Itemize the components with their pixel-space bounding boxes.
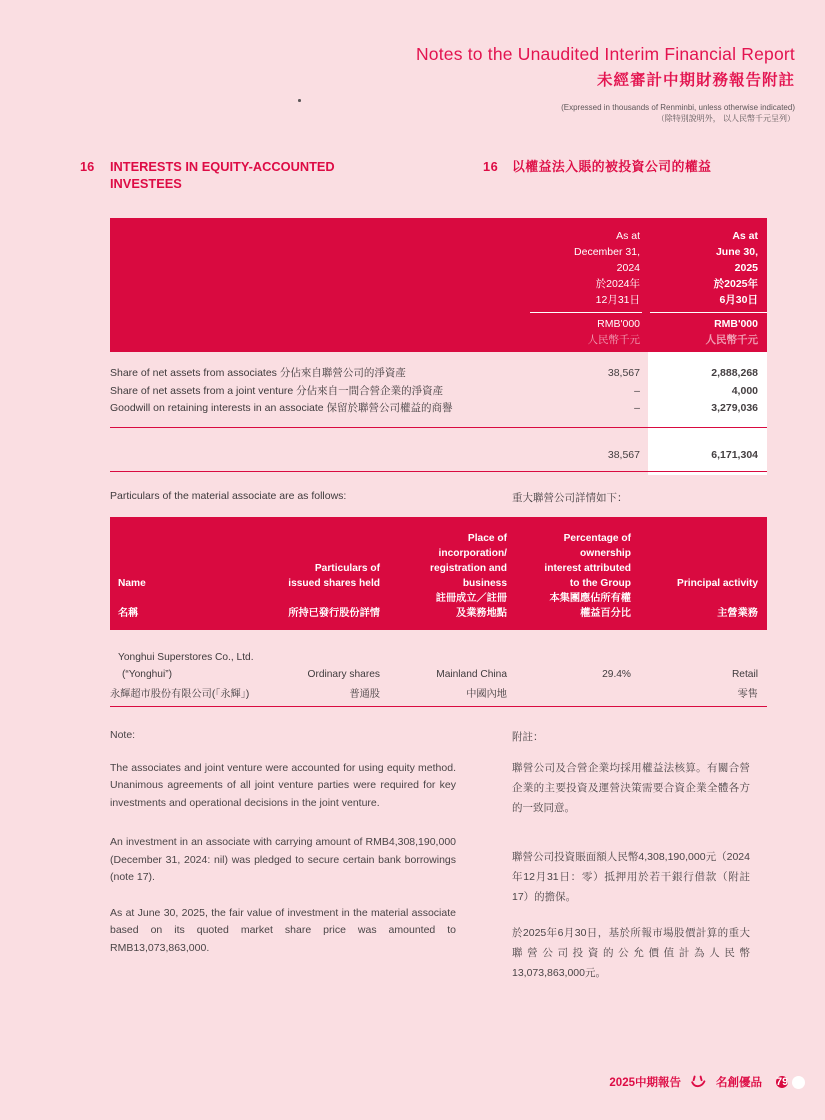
header-line: to the Group (569, 578, 631, 589)
associate-activity-zh: 零售 (737, 689, 758, 700)
header-line: registration and (430, 563, 507, 574)
table2-col-shares (268, 561, 380, 621)
table1-total-row (110, 449, 767, 467)
table1-column-dec-2024 (530, 228, 642, 348)
col-2024-line: 2024 (616, 262, 640, 274)
row-label: Share of net assets from a joint venture 分佔來自一間合營企業的淨資產 (110, 384, 444, 397)
investees-summary-table (110, 218, 767, 472)
header-line: Particulars of (314, 563, 380, 574)
section-heading-zh (483, 158, 813, 175)
col-2024-line: 於2024年 (595, 278, 640, 290)
section-number: 16 (80, 159, 95, 174)
associate-activity-en: Retail (731, 668, 758, 680)
header-line: Percentage of (563, 533, 631, 544)
associate-row-line2 (110, 669, 767, 686)
section-title-zh: 以權益法入賬的被投資公司的權益 (512, 159, 712, 174)
table1-rule (110, 427, 767, 429)
note-paragraph-en: An investment in an associate with carrying amount of RMB4,308,190,000 (December 31, 2024: nil) was pledged to secure certain bank borrowings (note 17). (110, 836, 456, 883)
header-line (118, 591, 268, 606)
header-line: Place of (467, 533, 507, 544)
table-row (110, 365, 767, 383)
page-number: 79 (776, 1075, 789, 1088)
header-line: Principal activity (677, 578, 758, 589)
report-subtitle-en: (Expressed in thousands of Renminbi, unless otherwise indicated) (561, 103, 795, 112)
table2-col-ownership (507, 531, 631, 621)
material-associate-table (110, 517, 767, 707)
associate-shares-en: Ordinary shares (307, 668, 380, 680)
header-line: interest attributed (544, 563, 631, 574)
report-title-en: Notes to the Unaudited Interim Financial Report (415, 44, 795, 64)
report-title-zh: 未經審計中期財務報告附註 (596, 72, 795, 89)
header-line: business (462, 578, 507, 589)
col-2024-line: December 31, (574, 246, 640, 258)
table2-body (110, 652, 767, 702)
col-2025-line: As at (732, 230, 758, 242)
note-label-zh: 附註： (512, 731, 544, 743)
associate-row-line1 (110, 652, 767, 669)
notes-column-zh (512, 727, 750, 983)
table1-bottom-rule (110, 471, 767, 473)
header-line (631, 591, 758, 606)
total-value-2024: 38,567 (607, 449, 640, 461)
row-value-2024: 38,567 (607, 367, 640, 379)
row-value-2024: – (634, 384, 640, 397)
header-line: 權益百分比 (580, 608, 631, 619)
footer-brand-name: 名創優品 (716, 1077, 762, 1089)
header-line: incorporation/ (438, 548, 507, 559)
col-2024-line: 12月31日 (595, 294, 640, 306)
note-paragraph-zh: 於2025年6月30日，基於所報市場股價計算的重大聯營公司投資的公允價值計為人民幣13,073,863,000元。 (512, 927, 750, 979)
header-line: 及業務地點 (456, 608, 507, 619)
table2-bottom-rule (110, 706, 767, 708)
header-line: 名稱 (118, 608, 139, 619)
header-line: issued shares held (288, 578, 380, 589)
table-row (110, 383, 767, 401)
document-header (416, 44, 795, 124)
col-2025-unit: RMB'000 (714, 318, 758, 330)
row-value-2025: 2,888,268 (711, 367, 758, 379)
associate-name-en: Yonghui Superstores Co., Ltd. (118, 652, 254, 663)
associate-row-line3 (110, 685, 767, 702)
table1-header (110, 218, 767, 352)
note-paragraph-en: The associates and joint venture were accounted for using equity method. Unanimous agreements of all joint venture parties were required for key investments and operational decisions in the joint venture. (110, 761, 456, 809)
table1-column-jun-2025 (650, 228, 767, 348)
row-value-2025: 4,000 (731, 384, 758, 397)
col-2025-line: 於2025年 (713, 278, 758, 290)
col-2025-unit-zh: 人民幣千元 (705, 334, 758, 346)
notes-column-en (110, 727, 456, 957)
note-label-en: Note: (110, 729, 136, 741)
section-number-zh: 16 (483, 159, 499, 174)
associate-ownership-pct: 29.4% (602, 668, 631, 680)
report-subtitle-zh: （除特別說明外， 以人民幣千元呈列） (656, 113, 795, 123)
header-line: 本集團應佔所有權 (549, 593, 631, 604)
row-label: Share of net assets from associates 分佔來自聯營公司的淨資產 (110, 367, 406, 379)
col-2024-unit: RMB'000 (597, 318, 640, 330)
section-heading-en (80, 158, 400, 192)
col-2025-line: 6月30日 (719, 294, 758, 306)
associate-place-en: Mainland China (436, 668, 507, 680)
note-paragraph-zh: 聯營公司及合營企業均採用權益法核算。有關合營企業的主要投資及運營決策需要合資企業全體各方的一致同意。 (512, 762, 750, 814)
col-2025-line: 2025 (734, 262, 758, 274)
stray-dot (298, 99, 301, 102)
header-line: ownership (580, 548, 631, 559)
footer-report-title: 2025中期報告 (609, 1077, 681, 1089)
row-value-2024: – (634, 402, 640, 414)
associate-name-zh: 永輝超市股份有限公司(「永輝」) (110, 689, 250, 700)
associate-name-short: (“Yonghui”) (122, 668, 173, 680)
table-row (110, 400, 767, 418)
associate-place-zh: 中國內地 (466, 689, 507, 700)
table2-col-place (380, 531, 507, 621)
row-label: Goodwill on retaining interests in an associate 保留於聯營公司權益的商譽 (110, 402, 453, 414)
table1-body (110, 352, 767, 472)
particulars-intro-zh: 重大聯營公司詳情如下： (512, 492, 628, 504)
particulars-intro-en: Particulars of the material associate are as follows: (110, 490, 347, 502)
note-paragraph-zh: 聯營公司投資賬面額人民幣4,308,190,000元（2024年12月31日：零）抵押用於若干銀行借款（附註17）的擔保。 (512, 851, 750, 903)
page-footer (609, 1069, 799, 1095)
header-line: 註冊成立／註冊 (435, 593, 507, 604)
total-value-2025: 6,171,304 (711, 449, 758, 461)
table2-col-name (110, 576, 268, 621)
col-2024-line: As at (616, 230, 640, 242)
row-value-2025: 3,279,036 (711, 402, 758, 414)
header-line: 所持已發行股份詳情 (288, 608, 380, 619)
header-line: 主營業務 (717, 608, 758, 619)
col-2025-units (650, 312, 767, 348)
page-number-badge (776, 1071, 799, 1094)
header-line (268, 591, 380, 606)
note-paragraph-en: As at June 30, 2025, the fair value of investment in the material associate based on its quoted market share price was amounted to RMB13,073,863,000. (110, 906, 456, 954)
col-2024-units (530, 312, 642, 348)
table2-col-activity (631, 576, 767, 621)
table2-header (110, 517, 767, 630)
col-2025-line: June 30, (715, 246, 758, 258)
associate-shares-zh: 普通股 (349, 689, 380, 700)
miniso-smile-icon (690, 1075, 707, 1089)
badge-dot (792, 1076, 805, 1089)
col-2024-unit-zh: 人民幣千元 (587, 334, 640, 346)
section-title-en: INTERESTS IN EQUITY-ACCOUNTED INVESTEES (110, 159, 335, 191)
header-line: Name (118, 578, 146, 589)
report-subtitle (416, 103, 795, 124)
